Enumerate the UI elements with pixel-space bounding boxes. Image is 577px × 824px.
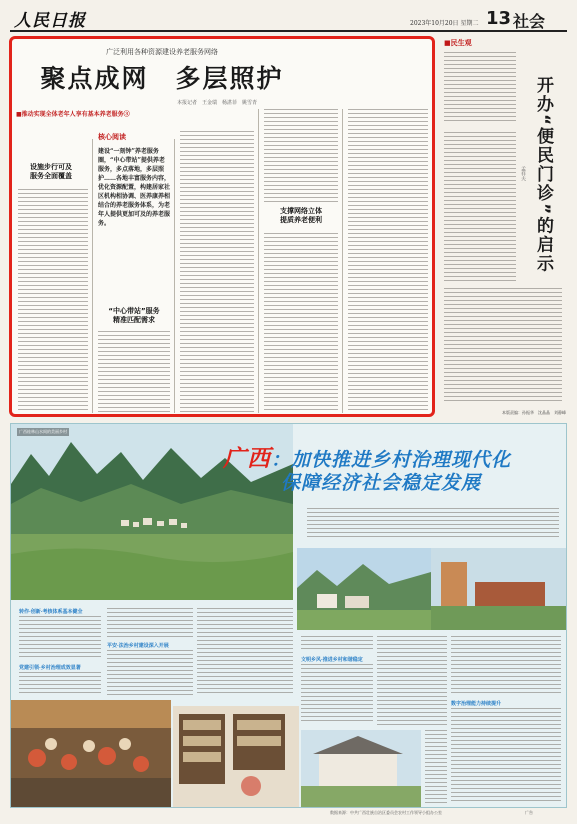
- headline-line1: ：加快推进乡村治理现代化: [271, 449, 512, 471]
- footer-ad-label: 广告: [525, 810, 533, 815]
- masthead: [10, 6, 567, 32]
- column-rule: [174, 139, 175, 413]
- body-text: [19, 616, 101, 660]
- body-text: [444, 132, 516, 282]
- column-label: ■民生观: [444, 38, 472, 47]
- subhead-3: “中心带站”服务 精准匹配需求: [108, 307, 160, 325]
- article-headline: 聚点成网 多层照护: [40, 64, 284, 93]
- issue-date: 2023年10月20日 星期二: [410, 20, 479, 27]
- commentary-author: 孟祥夫: [520, 166, 526, 181]
- courtyard-photo: [301, 730, 421, 808]
- body-text: [377, 636, 447, 726]
- market-photo: [11, 700, 171, 808]
- intro-text: [307, 508, 559, 538]
- body-text: [107, 608, 193, 638]
- series-label: ■推动实现全体老年人享有基本养老服务③: [16, 111, 130, 118]
- body-text: [18, 189, 88, 413]
- body-text: [444, 52, 516, 122]
- column-rule: [92, 139, 93, 413]
- body-text: [19, 672, 101, 696]
- body-text: [301, 664, 373, 724]
- editors-credit: 本版责编：孙振华 沈晶晶 刘静峰: [502, 410, 566, 415]
- headline-region: 广西: [223, 446, 271, 472]
- subhead-4: 支撑网络立体 提质养老便利: [280, 207, 322, 225]
- page-number: 13: [486, 8, 512, 29]
- body-text: [301, 636, 373, 652]
- guangxi-headline: [223, 446, 512, 494]
- body-text: [348, 109, 428, 413]
- body-text: [425, 730, 447, 804]
- core-reading-text: 建设“一刻钟”养老服务圈，“中心带站”提供养老服务，多点落地，多层照护……各地丰富服务内容，优化资源配置，构建居家社区机构相协调、医养康养相结合的养老服务体系，为老年人提供更加可及的养老服务。: [98, 148, 170, 227]
- feature-article[interactable]: [9, 36, 435, 417]
- footer-source: 数据来源：中共广西壮族自治区委员会农村工作领导小组办公室: [330, 810, 442, 815]
- body-text: [98, 331, 170, 413]
- body-text: [451, 636, 561, 696]
- commentary-title: 开办“便民门诊”的启示: [533, 76, 553, 274]
- body-text: [444, 288, 562, 404]
- article-byline: 本报记者 王金瑞 杨湛菲 姚雪青: [177, 100, 258, 106]
- library-photo: [173, 706, 299, 808]
- guangxi-feature[interactable]: [10, 423, 567, 808]
- village-photo: [297, 548, 431, 630]
- subhead-g3: 平安·法治乡村建设深入开展: [107, 643, 169, 649]
- body-text: [264, 109, 338, 203]
- column-rule: [342, 109, 343, 413]
- body-text: [197, 608, 293, 696]
- subhead-g2: 党建引领·乡村治理成效显著: [19, 665, 81, 671]
- subhead-g4: 文明乡风·推进乡村和谐稳定: [301, 657, 363, 663]
- newspaper-logo: 人民日报: [14, 11, 86, 31]
- body-text: [107, 650, 193, 696]
- subhead-1: 设施步行可及 服务全面覆盖: [30, 163, 72, 181]
- body-text: [451, 708, 561, 804]
- house-photo: [431, 548, 567, 630]
- body-text: [180, 131, 254, 413]
- article-kicker: 广泛利用各种资源建设养老服务网络: [106, 48, 218, 56]
- photo-caption: 广西桂林山水间的美丽乡村: [19, 429, 67, 434]
- subhead-g5: 数字治理能力持续提升: [451, 701, 502, 707]
- section-name: 社会: [513, 12, 546, 31]
- headline-line2: 保障经济社会稳定发展: [281, 472, 482, 494]
- column-rule: [258, 109, 259, 413]
- core-reading-label: 核心阅读: [98, 133, 126, 141]
- body-text: [264, 233, 338, 413]
- commentary-column[interactable]: [440, 36, 567, 417]
- subhead-g1: 转作·创新·考核体系基本健全: [19, 609, 83, 615]
